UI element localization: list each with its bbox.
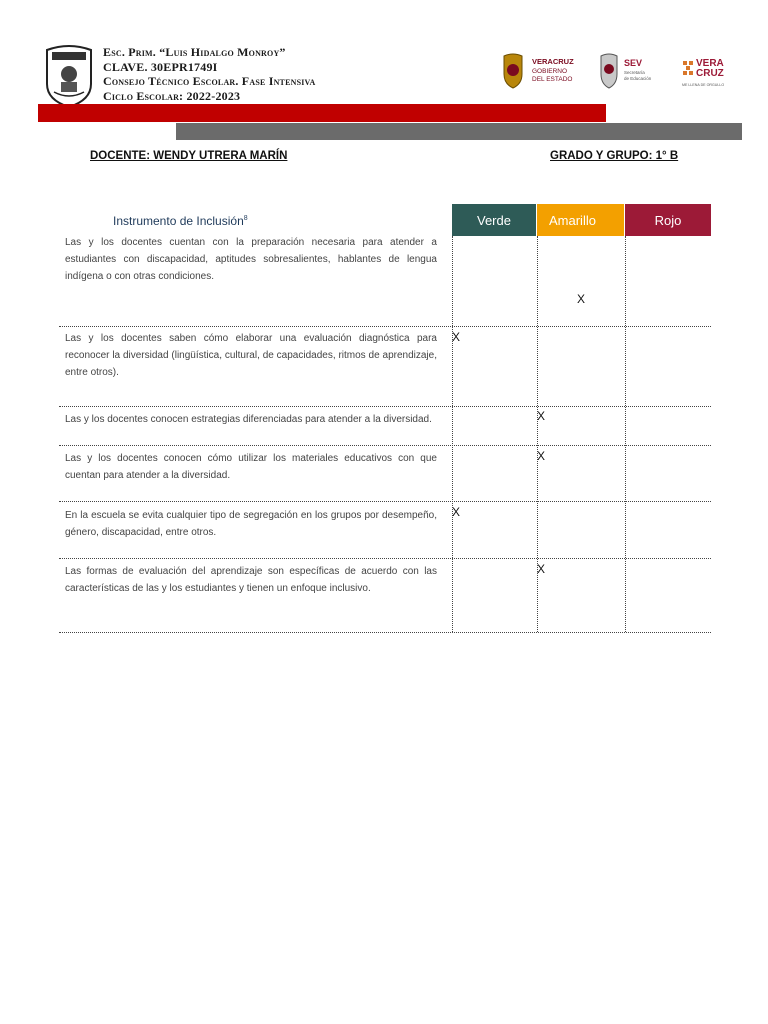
veracruz-brand-logo (680, 52, 736, 95)
criterion-text-1: Las y los docentes cuentan con la preparación necesaria para atender a estudiantes con discapacidad, aptitudes sobresalientes, hablantes de lengua indígena o con otras condiciones. (65, 237, 437, 282)
grid-hline (59, 558, 711, 559)
rating-mark-5: X (452, 505, 461, 519)
grid-hline (59, 326, 711, 327)
header-red-bar (38, 104, 606, 122)
criterion-text-6: Las formas de evaluación del aprendizaje son específicas de acuerdo con las características de las y los estudiantes y tienen un enfoque inclusivo. (65, 566, 437, 594)
sev-line-3: de Educación (624, 76, 652, 81)
grado-grupo-label: GRADO Y GRUPO: 1° B (550, 150, 679, 162)
grid-hline (59, 632, 711, 633)
rating-mark-6: X (537, 562, 546, 576)
vgov-line-3: DEL ESTADO (532, 76, 573, 83)
grid-hline (59, 406, 711, 407)
sev-line-2: Secretaría (624, 70, 645, 75)
column-header-rojo: Rojo (625, 204, 711, 236)
school-seal-logo (44, 44, 94, 108)
ciclo-escolar: Ciclo Escolar: 2022-2023 (103, 88, 241, 103)
vbrand-tagline: ME LLENA DE ORGULLO (682, 83, 725, 87)
instrument-title (113, 214, 248, 228)
criterion-text-2: Las y los docentes saben cómo elaborar una evaluación diagnóstica para reconocer la diversidad (lingüística, cultural, de capacidades, ritmos de aprendizaje, entre otros). (65, 333, 437, 378)
instrument-title-text: Instrumento de Inclusión (113, 214, 244, 228)
criterion-text-4: Las y los docentes conocen cómo utilizar los materiales educativos con que cuentan para atender a la diversidad. (65, 453, 437, 481)
instrument-footnote: 8 (243, 215, 248, 222)
school-name: Esc. Prim. “Luis Hidalgo Monroy” (103, 45, 286, 59)
consejo-tecnico: Consejo Técnico Escolar. Fase Intensiva (103, 74, 316, 88)
rating-mark-1: X (577, 292, 586, 306)
school-info (103, 45, 315, 103)
rating-mark-2: X (452, 330, 461, 344)
vgov-line-1: VERACRUZ (532, 57, 574, 66)
grid-vline (625, 236, 626, 632)
docente-label: DOCENTE: WENDY UTRERA MARÍN (90, 150, 288, 162)
sev-logo (598, 52, 662, 95)
veracruz-government-logo (500, 52, 580, 95)
vgov-line-2: GOBIERNO (532, 68, 568, 75)
vbrand-line-1: VERA (696, 58, 724, 69)
sev-title: SEV (624, 58, 643, 68)
criterion-text-3: Las y los docentes conocen estrategias diferenciadas para atender a la diversidad. (65, 414, 432, 425)
grid-hline (59, 445, 711, 446)
rating-mark-4: X (537, 449, 546, 463)
school-clave: CLAVE. 30EPR1749I (103, 59, 218, 74)
column-header-amarillo: Amarillo (537, 204, 624, 236)
grid-vline (452, 236, 453, 632)
grid-hline (59, 501, 711, 502)
vbrand-line-2: CRUZ (696, 68, 724, 79)
header-gray-bar (176, 123, 742, 140)
rating-mark-3: X (537, 409, 546, 423)
column-header-verde: Verde (452, 204, 536, 236)
criterion-text-5: En la escuela se evita cualquier tipo de segregación en los grupos por desempeño, género, discapacidad, entre otros. (65, 510, 437, 538)
